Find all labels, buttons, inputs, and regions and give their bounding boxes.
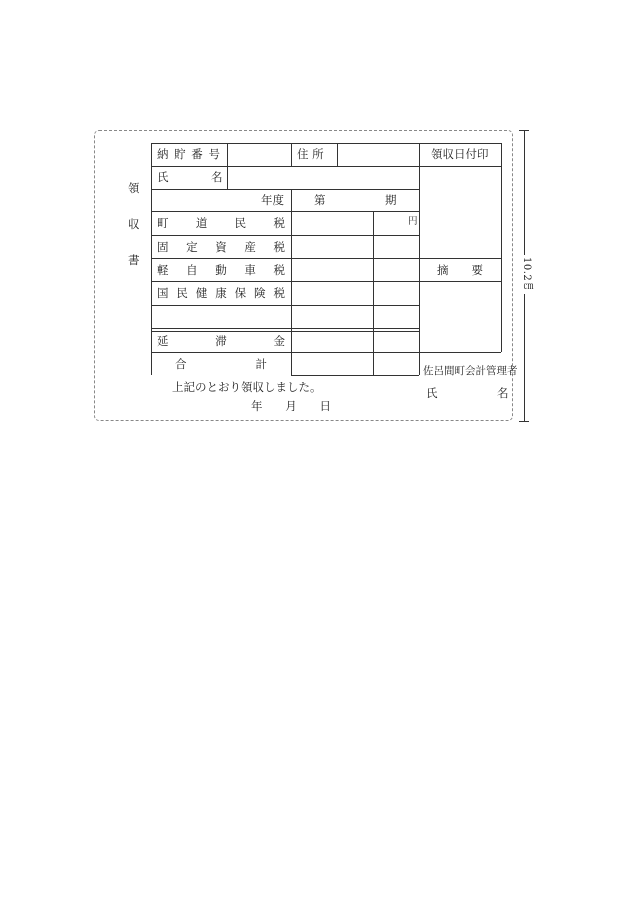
tax-item-char: 町: [157, 216, 169, 230]
treasurer-name-left: 氏: [426, 386, 438, 400]
date-day-char: 日: [319, 399, 331, 413]
tax-item-char: 国: [157, 286, 169, 300]
tax-item-char: 民: [234, 216, 247, 230]
summary-header-line: [419, 281, 501, 282]
grid-line-v-amount2: [373, 211, 374, 375]
total-char: 合: [175, 357, 187, 371]
grid-line-row2: [151, 189, 419, 190]
tax-item-char: 保: [234, 286, 247, 300]
treasurer-label: 佐呂間町会計管理者: [423, 365, 518, 377]
tax-item-char: 税: [273, 216, 285, 230]
late-fee-char: 金: [273, 334, 285, 348]
name-label-left: 氏: [157, 170, 169, 184]
total-char: 計: [255, 357, 267, 371]
stamp-label: 領収日付印: [431, 147, 489, 161]
late-fee-label: [157, 335, 285, 347]
tax-item-char: 動: [215, 263, 227, 277]
grid-line-row3: [151, 211, 419, 212]
dimension-tick-bottom: [519, 421, 529, 422]
tax-item-char: 資: [215, 240, 227, 254]
dimension-label: 10.2㎝: [521, 257, 532, 292]
tax-item-char: 民: [176, 286, 188, 300]
summary-char: 要: [471, 263, 483, 277]
summary-char: 摘: [437, 263, 449, 277]
tax-number-label: 納 貯 番 号: [157, 147, 221, 161]
late-fee-char: 滞: [215, 334, 227, 348]
summary-top-line: [419, 258, 501, 259]
tax-item-char: 税: [273, 240, 285, 254]
grid-line-right: [419, 143, 420, 375]
side-title-char-3: 書: [128, 253, 140, 267]
received-statement: 上記のとおり領収しました。: [172, 380, 322, 394]
tax-item-char: 険: [254, 286, 266, 300]
tax-item-char: 車: [244, 263, 256, 277]
grid-line-row1: [151, 166, 419, 167]
tax-item-char: 産: [244, 240, 256, 254]
grid-line-double-b: [151, 331, 419, 332]
tax-item-char: 定: [186, 240, 198, 254]
stamp-header-line: [419, 166, 501, 167]
tax-item-char: 自: [186, 263, 198, 277]
grid-line-row5: [151, 258, 419, 259]
grid-line-v-address: [291, 143, 292, 166]
total-label: [175, 358, 267, 370]
address-label: 住 所: [297, 147, 324, 161]
date-year-char: 年: [251, 399, 263, 413]
grid-line-double-a: [151, 328, 419, 329]
yen-unit: 円: [408, 216, 418, 227]
panel-right-line: [501, 143, 502, 352]
date-month-char: 月: [285, 399, 297, 413]
name-label-right: 名: [211, 170, 223, 184]
summary-label: [437, 264, 483, 276]
date-line: [251, 400, 331, 412]
late-fee-char: 延: [157, 334, 169, 348]
side-title-char-2: 収: [128, 217, 140, 231]
tax-item-char: 税: [273, 286, 285, 300]
tax-item-light-vehicle-tax: [157, 264, 285, 276]
grid-line-row6: [151, 281, 419, 282]
grid-line-v-number: [227, 143, 228, 166]
period-label-left: 第: [314, 193, 326, 207]
grid-line-row7: [151, 305, 419, 306]
grid-line-v-address-value: [337, 143, 338, 166]
grid-line-v-amount1: [291, 189, 292, 375]
tax-item-property-tax: [157, 241, 285, 253]
treasurer-name-right: 名: [497, 386, 509, 400]
grid-line-top: [151, 143, 419, 144]
period-label-right: 期: [385, 193, 397, 207]
stamp-top-line: [419, 143, 501, 144]
tax-item-char: 固: [157, 240, 169, 254]
tax-item-town-tax: [157, 217, 285, 229]
tax-item-health-insurance-tax: [157, 287, 285, 299]
side-title-char-1: 領: [128, 181, 140, 195]
summary-bottom-line: [419, 352, 501, 353]
fiscal-year-label: 年度: [261, 193, 284, 207]
tax-item-char: 康: [215, 286, 227, 300]
grid-line-v-name: [227, 166, 228, 189]
grid-line-left: [151, 143, 152, 375]
tax-item-char: 軽: [157, 263, 169, 277]
grid-line-row9: [151, 352, 419, 353]
tax-item-char: 健: [195, 286, 208, 300]
grid-line-bottom-right: [291, 375, 419, 376]
tax-item-char: 道: [195, 216, 208, 230]
grid-line-row4: [151, 235, 419, 236]
tax-item-char: 税: [273, 263, 285, 277]
